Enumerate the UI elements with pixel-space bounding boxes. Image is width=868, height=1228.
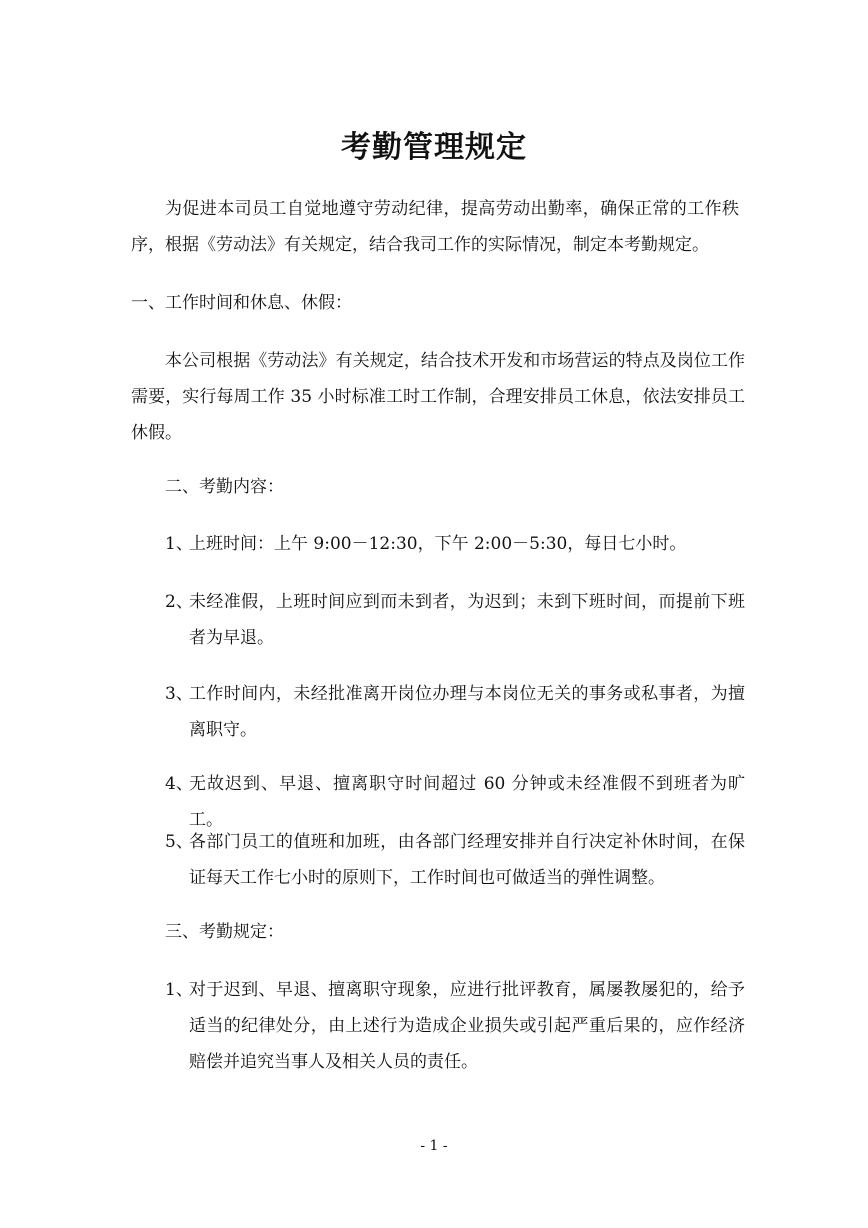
list-item-number: 5、: [165, 832, 193, 852]
list-item-text: 未经准假，上班时间应到而未到者，为迟到；未到下班时间，而提前下班者为早退。: [189, 592, 745, 648]
section-heading-work-hours: 一、工作时间和休息、休假：: [131, 293, 352, 313]
page-number: - 1 -: [420, 1138, 448, 1154]
work-hours-paragraph: 本公司根据《劳动法》有关规定，结合技术开发和市场营运的特点及岗位工作需要，实行每周工作 35 小时标准工时工作制，合理安排员工休息，依法安排员工休假。: [131, 351, 745, 443]
list-item-text: 无故迟到、早退、擅离职守时间超过 60 分钟或未经准假不到班者为旷工。: [189, 774, 745, 830]
document-title: 考勤管理规定: [341, 130, 527, 165]
list-item-number: 1、: [165, 534, 193, 554]
list-item-text: 工作时间内，未经批准离开岗位办理与本岗位无关的事务或私事者，为擅离职守。: [189, 684, 745, 740]
list-item-text: 对于迟到、早退、擅离职守现象，应进行批评教育，属屡教屡犯的，给予适当的纪律处分，由上述行为造成企业损失或引起严重后果的，应作经济赔偿并追究当事人及相关人员的责任。: [189, 980, 745, 1072]
list-item-number: 1、: [165, 980, 193, 1000]
section-heading-attendance-content: 二、考勤内容：: [165, 477, 284, 497]
list-item-number: 3、: [165, 684, 193, 704]
intro-paragraph: 为促进本司员工自觉地遵守劳动纪律，提高劳动出勤率，确保正常的工作秩序，根据《劳动法》有关规定，结合我司工作的实际情况，制定本考勤规定。: [131, 199, 739, 255]
list-item: [165, 972, 745, 1080]
list-item: [165, 584, 745, 656]
list-item: [165, 824, 745, 896]
list-item-text: 各部门员工的值班和加班，由各部门经理安排并自行决定补休时间，在保证每天工作七小时的原则下，工作时间也可做适当的弹性调整。: [189, 832, 745, 888]
list-item: [165, 676, 745, 748]
list-item-number: 4、: [165, 774, 193, 794]
list-item: [165, 526, 745, 562]
list-item-text: 上班时间：上午 9:00－12:30，下午 2:00－5:30，每日七小时。: [189, 534, 687, 554]
list-item-number: 2、: [165, 592, 193, 612]
section-heading-attendance-rules: 三、考勤规定：: [165, 922, 284, 942]
